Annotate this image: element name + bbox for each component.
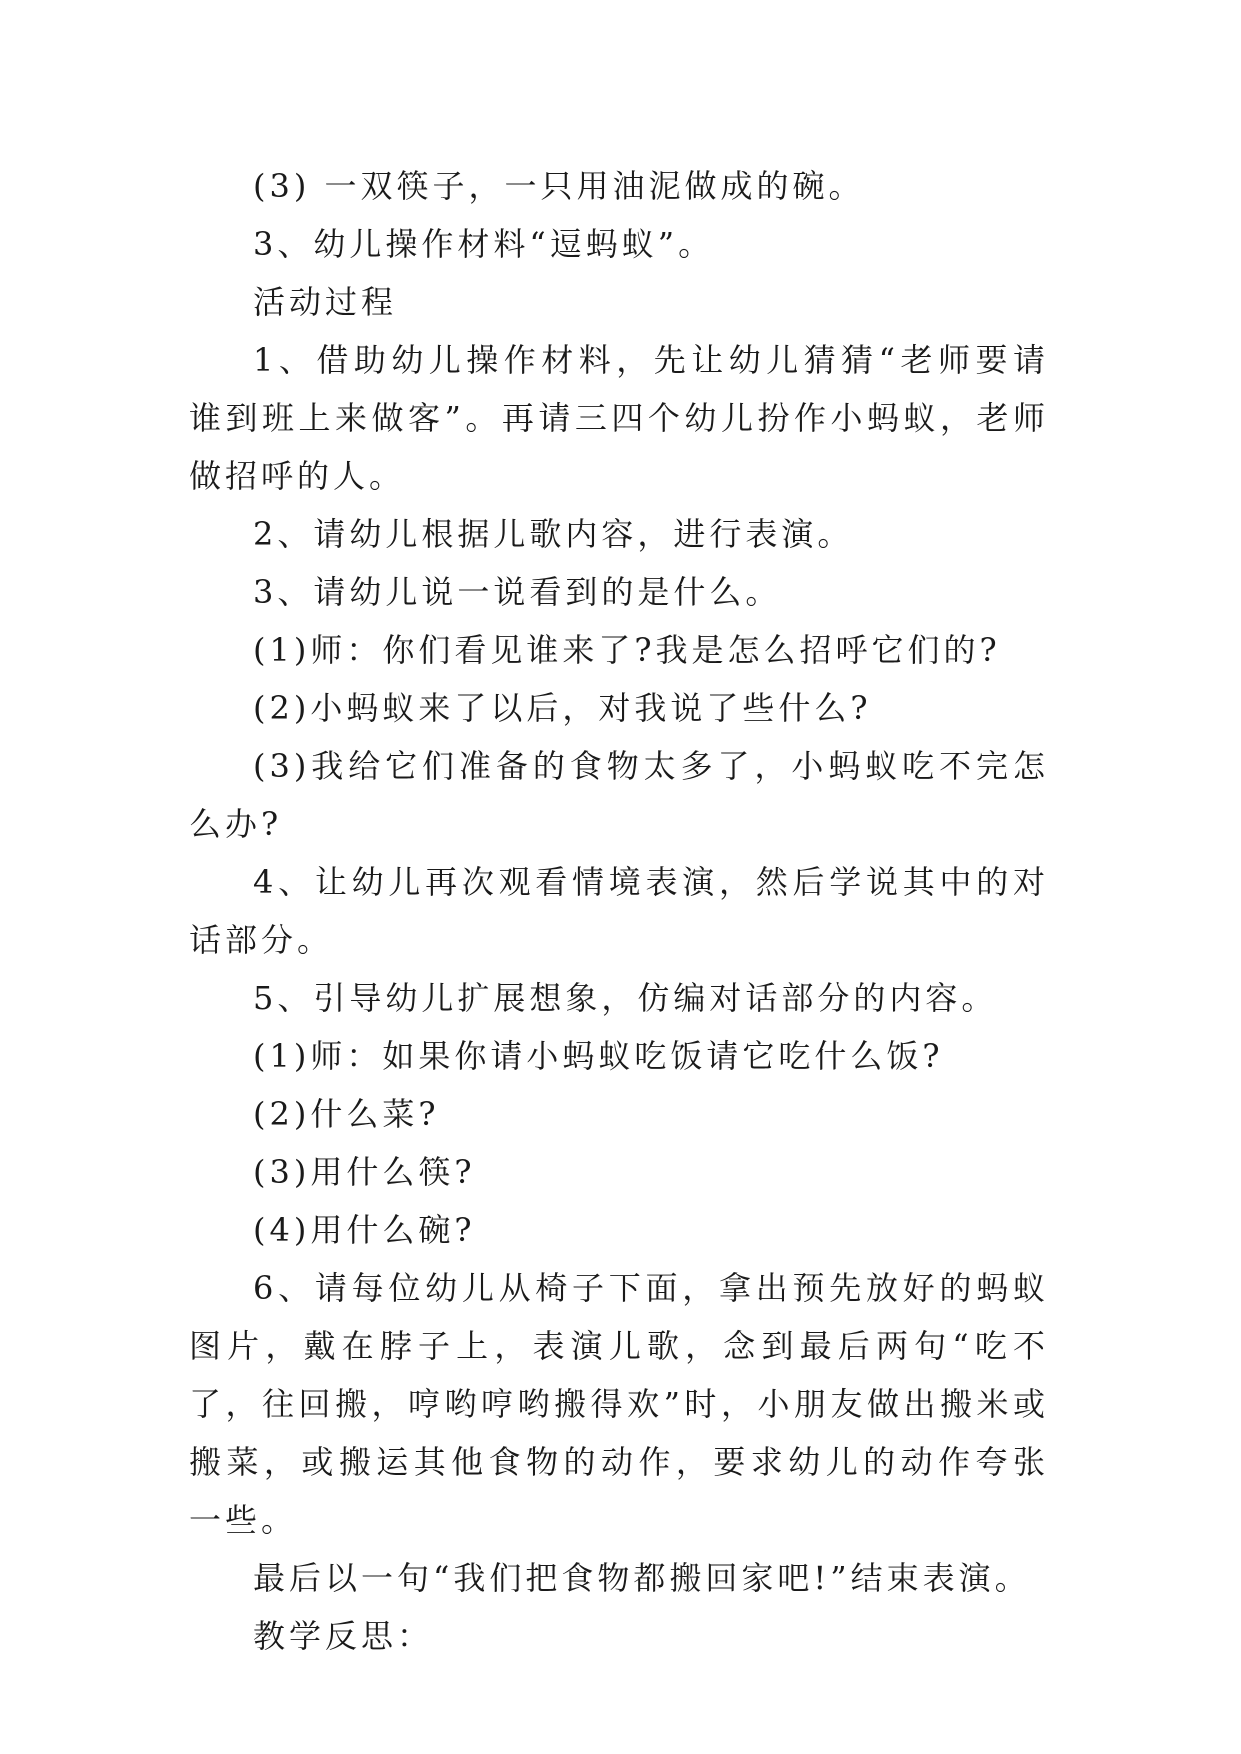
paragraph: 3、请幼儿说一说看到的是什么。: [253, 573, 782, 611]
paragraph: 4、让幼儿再次观看情境表演，然后学说其中的对话部分。: [189, 863, 1049, 959]
section-heading: 教学反思：: [253, 1617, 434, 1655]
paragraph: (3)我给它们准备的食物太多了，小蚂蚁吃不完怎么办?: [189, 747, 1049, 843]
paragraph: 6、请每位幼儿从椅子下面，拿出预先放好的蚂蚁图片，戴在脖子上，表演儿歌，念到最后两句“吃不了，往回搬，哼哟哼哟搬得欢”时，小朋友做出搬米或搬菜，或搬运其他食物的动作，要求幼儿的动作夸张一些。: [189, 1269, 1049, 1539]
paragraph: 5、引导幼儿扩展想象，仿编对话部分的内容。: [253, 979, 998, 1017]
paragraph: (1)师：你们看见谁来了?我是怎么招呼它们的?: [253, 631, 1001, 669]
paragraph: (3) 一双筷子，一只用油泥做成的碗。: [253, 167, 865, 205]
paragraph: 1、借助幼儿操作材料，先让幼儿猜猜“老师要请谁到班上来做客”。再请三四个幼儿扮作小蚂蚁，老师做招呼的人。: [189, 341, 1049, 495]
paragraph: (2)什么菜?: [253, 1095, 440, 1133]
paragraph: (2)小蚂蚁来了以后，对我说了些什么?: [253, 689, 872, 727]
paragraph: (1)师：如果你请小蚂蚁吃饭请它吃什么饭?: [253, 1037, 944, 1075]
paragraph: (4)用什么碗?: [253, 1211, 476, 1249]
paragraph: 3、幼儿操作材料“逗蚂蚁”。: [253, 225, 715, 263]
paragraph: 2、请幼儿根据儿歌内容，进行表演。: [253, 515, 854, 553]
paragraph: 最后以一句“我们把食物都搬回家吧!”结束表演。: [253, 1559, 1031, 1597]
paragraph: (3)用什么筷?: [253, 1153, 476, 1191]
section-heading: 活动过程: [253, 283, 398, 321]
document-body: [189, 157, 1049, 1665]
